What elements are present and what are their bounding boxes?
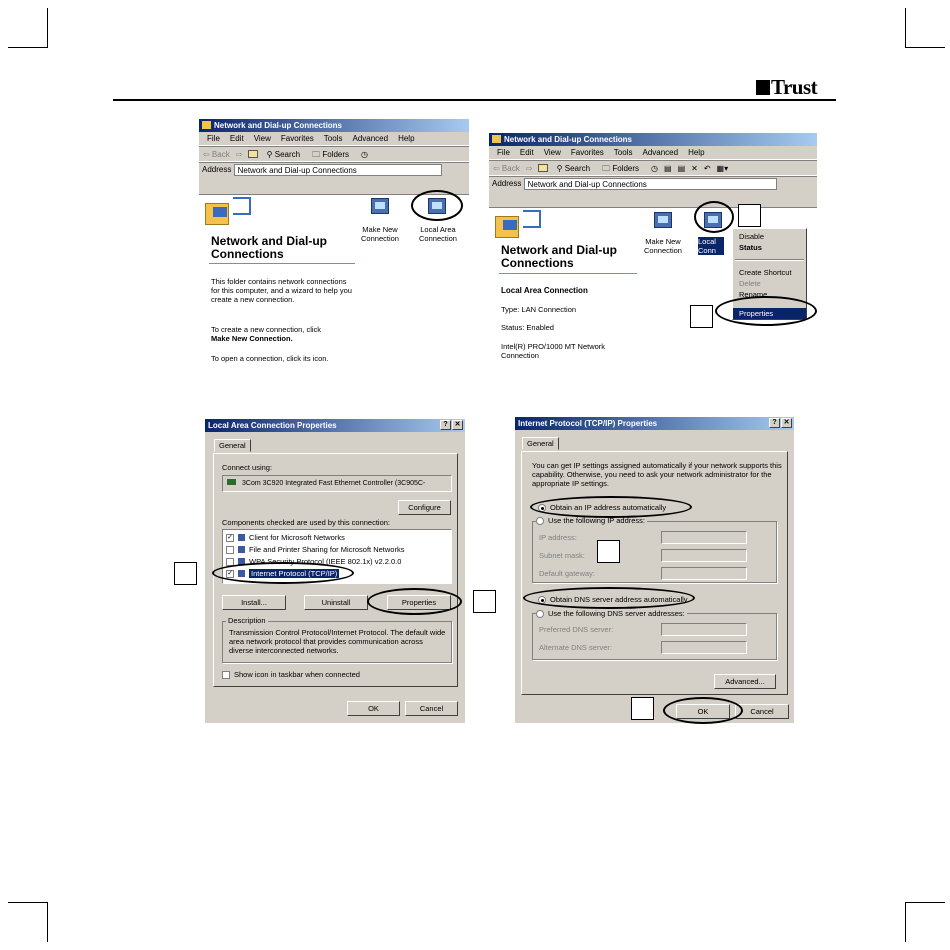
ok-button[interactable]: OK [676,704,730,719]
radio-unselected-icon[interactable] [536,610,544,618]
title-bar: Network and Dial-up Connections [489,133,817,146]
connection-status: Status: Enabled [501,323,554,332]
properties-button[interactable]: Properties [387,595,451,610]
crop-mark [8,47,48,48]
forward-button[interactable]: ⇨ [235,150,243,159]
obtain-ip-label: Obtain an IP address automatically [550,503,667,512]
crop-mark [47,902,48,942]
up-folder-icon[interactable] [248,150,258,158]
crop-mark [905,902,945,903]
history-icon[interactable]: ◷ [651,164,659,173]
show-icon-label: Show icon in taskbar when connected [234,670,360,679]
ip-address-label: IP address: [539,533,577,542]
menu-tools[interactable]: Tools [323,134,343,143]
component-icon [238,534,245,541]
connection-device: Intel(R) PRO/1000 MT Network Connection [501,342,606,360]
folders-button[interactable]: 🗀 Folders [602,161,645,176]
title-bar: Network and Dial-up Connections [199,119,469,132]
forward-button[interactable]: ⇨ [525,164,533,173]
up-folder-icon[interactable] [538,164,548,172]
install-button[interactable]: Install... [222,595,286,610]
component-label: Internet Protocol (TCP/IP) [251,569,338,578]
configure-button[interactable]: Configure [398,500,451,515]
adapter-name: 3Com 3C920 Integrated Fast Ethernet Controller (3C905C- [242,480,426,487]
address-input[interactable] [234,164,442,176]
intro-text: You can get IP settings assigned automatically if your network supports this capability. Otherwise, you need to ask your network administrator for the appropriate IP settings. [532,461,782,488]
address-bar [489,176,817,191]
crop-mark [8,902,48,903]
highlight-oval [212,562,354,584]
crop-mark [905,47,945,48]
local-area-connection-label-line1: Local [698,237,716,246]
help-button[interactable]: ? [440,420,451,430]
highlight-oval [367,588,462,615]
ctx-rename[interactable]: Rename [739,290,768,299]
component-client[interactable] [226,533,345,543]
network-folder-icon [495,210,535,240]
menu-tools[interactable]: Tools [613,148,633,157]
use-dns-option[interactable] [536,609,687,619]
menu-file[interactable]: File [497,148,510,157]
local-area-connection-label[interactable] [698,237,724,255]
move-to-icon[interactable]: ▤ [664,164,672,173]
component-label: Client for Microsoft Networks [249,533,345,542]
component-label: WPA Security Protocol (IEEE 802.1x) v2.2.0.0 [249,557,402,566]
menu-view[interactable]: View [253,134,271,143]
description-label: Description [228,616,266,625]
make-new-connection-icon[interactable] [371,198,389,214]
selected-connection-name: Local Area Connection [501,286,588,295]
default-gateway-field[interactable] [661,567,747,580]
address-input[interactable] [524,178,778,190]
folders-button-label: Folders [612,164,640,173]
menu-bar [489,146,817,160]
title-bar: Local Area Connection Properties ? ✕ [205,419,465,432]
ctx-disable[interactable]: Disable [739,232,765,241]
step-box [174,562,197,585]
close-button[interactable]: ✕ [781,418,792,428]
menu-advanced[interactable]: Advanced [352,134,389,143]
make-new-connection-label[interactable]: Make New Connection [361,225,399,243]
make-new-connection-link[interactable]: Make New Connection. [211,334,293,343]
brand-logo: Trust [756,76,817,98]
menu-help[interactable]: Help [398,134,415,143]
search-button[interactable]: ⚲ Search [267,147,306,162]
step-box [597,540,620,563]
copy-to-icon[interactable]: ▤ [677,164,686,173]
connect-using-label: Connect using: [222,463,273,472]
preferred-dns-label: Preferred DNS server: [539,625,614,634]
checkbox-checked-icon[interactable]: ✓ [227,534,233,542]
delete-icon[interactable]: ✕ [691,164,698,173]
description-text: Transmission Control Protocol/Internet Protocol. The default wide area network protocol that provides communication across diverse interconnected networks. [229,628,446,655]
step-box [473,590,496,613]
header-rule [113,99,836,101]
adapter-field [222,475,452,492]
address-label: Address [492,179,522,188]
menu-file[interactable]: File [207,134,220,143]
folders-button-label: Folders [322,150,350,159]
make-new-connection-label[interactable]: Make New Connection [644,237,682,255]
brand-logo-mark [756,80,770,95]
menu-view[interactable]: View [543,148,561,157]
folder-heading: Network and Dial-up Connections [501,243,618,270]
checkbox-checked-icon[interactable]: ✓ [227,570,233,578]
folder-heading: Network and Dial-up Connections [211,234,328,261]
menu-advanced[interactable]: Advanced [642,148,679,157]
tcpip-properties-dialog [515,417,794,723]
window-icon [492,135,501,143]
checkbox-unchecked-icon[interactable] [222,671,230,679]
menu-edit[interactable]: Edit [519,148,534,157]
menu-favorites[interactable]: Favorites [280,134,314,143]
tab-general[interactable]: General [522,437,559,450]
step-box [690,305,713,328]
highlight-oval [530,496,692,518]
create-instructions-text: To create a new connection, click [211,325,322,334]
address-label: Address [202,165,232,174]
use-dns-label: Use the following DNS server addresses: [548,609,685,618]
undo-icon[interactable]: ↶ [703,164,711,173]
default-gateway-label: Default gateway: [539,569,595,578]
folders-button[interactable]: 🗀 Folders [312,147,355,162]
highlight-oval [663,697,743,724]
ctx-status[interactable]: Status [739,243,762,252]
ctx-create-shortcut[interactable]: Create Shortcut [739,268,792,277]
crop-mark [905,902,906,942]
search-button-label: Search [564,164,591,173]
heading-rule [499,273,637,274]
preferred-dns-field[interactable] [661,623,747,636]
address-value: Network and Dial-up Connections [237,165,357,175]
cancel-button[interactable]: Cancel [405,701,458,716]
back-button[interactable]: ⇦ Back [203,150,230,159]
window-icon [202,121,211,129]
subnet-mask-label: Subnet mask: [539,551,585,560]
title-bar: Internet Protocol (TCP/IP) Properties ? ✕ [515,417,794,430]
menu-help[interactable]: Help [688,148,705,157]
alternate-dns-label: Alternate DNS server: [539,643,612,652]
network-folder-icon [205,197,245,227]
local-area-connection-label-line2: Conn [698,246,716,255]
radio-unselected-icon[interactable] [536,517,544,525]
ctx-separator [735,259,804,261]
use-ip-label: Use the following IP address: [548,516,645,525]
component-icon [238,546,245,553]
step-box [631,697,654,720]
folder-description: This folder contains network connections for this computer, and a wizard to help you create a new connection. [211,277,352,304]
crop-mark [905,8,906,48]
address-value: Network and Dial-up Connections [527,179,647,189]
network-adapter-icon [227,479,236,485]
connection-type: Type: LAN Connection [501,305,577,314]
step-box [738,204,761,227]
component-file-sharing[interactable] [226,545,404,555]
alternate-dns-field[interactable] [661,641,747,654]
close-button[interactable]: ✕ [452,420,463,430]
views-icon[interactable]: ▦▾ [716,164,729,173]
local-area-connection-label[interactable]: Local Area Connection [419,225,457,243]
heading-rule [209,263,355,264]
toolbar [489,160,817,176]
subnet-mask-field[interactable] [661,549,747,562]
highlight-oval [715,296,817,326]
search-button[interactable]: ⚲ Search [557,161,596,176]
uninstall-button[interactable]: Uninstall [304,595,368,610]
menu-favorites[interactable]: Favorites [570,148,604,157]
network-connections-window [199,119,469,363]
history-icon[interactable]: ◷ [361,150,369,159]
address-bar [199,162,469,177]
create-instructions [211,325,353,343]
ip-address-field[interactable] [661,531,747,544]
highlight-oval [411,190,463,221]
highlight-oval [694,201,734,233]
open-instructions: To open a connection, click its icon. [211,354,329,363]
help-button[interactable]: ? [769,418,780,428]
toolbar [199,146,469,162]
tab-general[interactable]: General [214,439,251,452]
highlight-oval [523,587,695,609]
make-new-connection-icon[interactable] [654,212,672,228]
menu-bar [199,132,469,146]
crop-mark [47,8,48,48]
ctx-properties[interactable]: Properties [733,308,806,319]
components-label: Components checked are used by this connection: [222,518,391,527]
back-button[interactable]: ⇦ Back [493,164,520,173]
component-label: File and Printer Sharing for Microsoft Networks [249,545,405,554]
menu-edit[interactable]: Edit [229,134,244,143]
show-icon-option[interactable] [222,670,360,680]
checkbox-unchecked-icon[interactable] [226,546,234,554]
ok-button[interactable]: OK [347,701,400,716]
search-button-label: Search [274,150,301,159]
advanced-button[interactable]: Advanced... [714,674,776,689]
obtain-dns-label: Obtain DNS server address automatically [550,595,688,604]
cancel-button[interactable]: Cancel [735,704,789,719]
ctx-delete[interactable]: Delete [739,279,761,288]
